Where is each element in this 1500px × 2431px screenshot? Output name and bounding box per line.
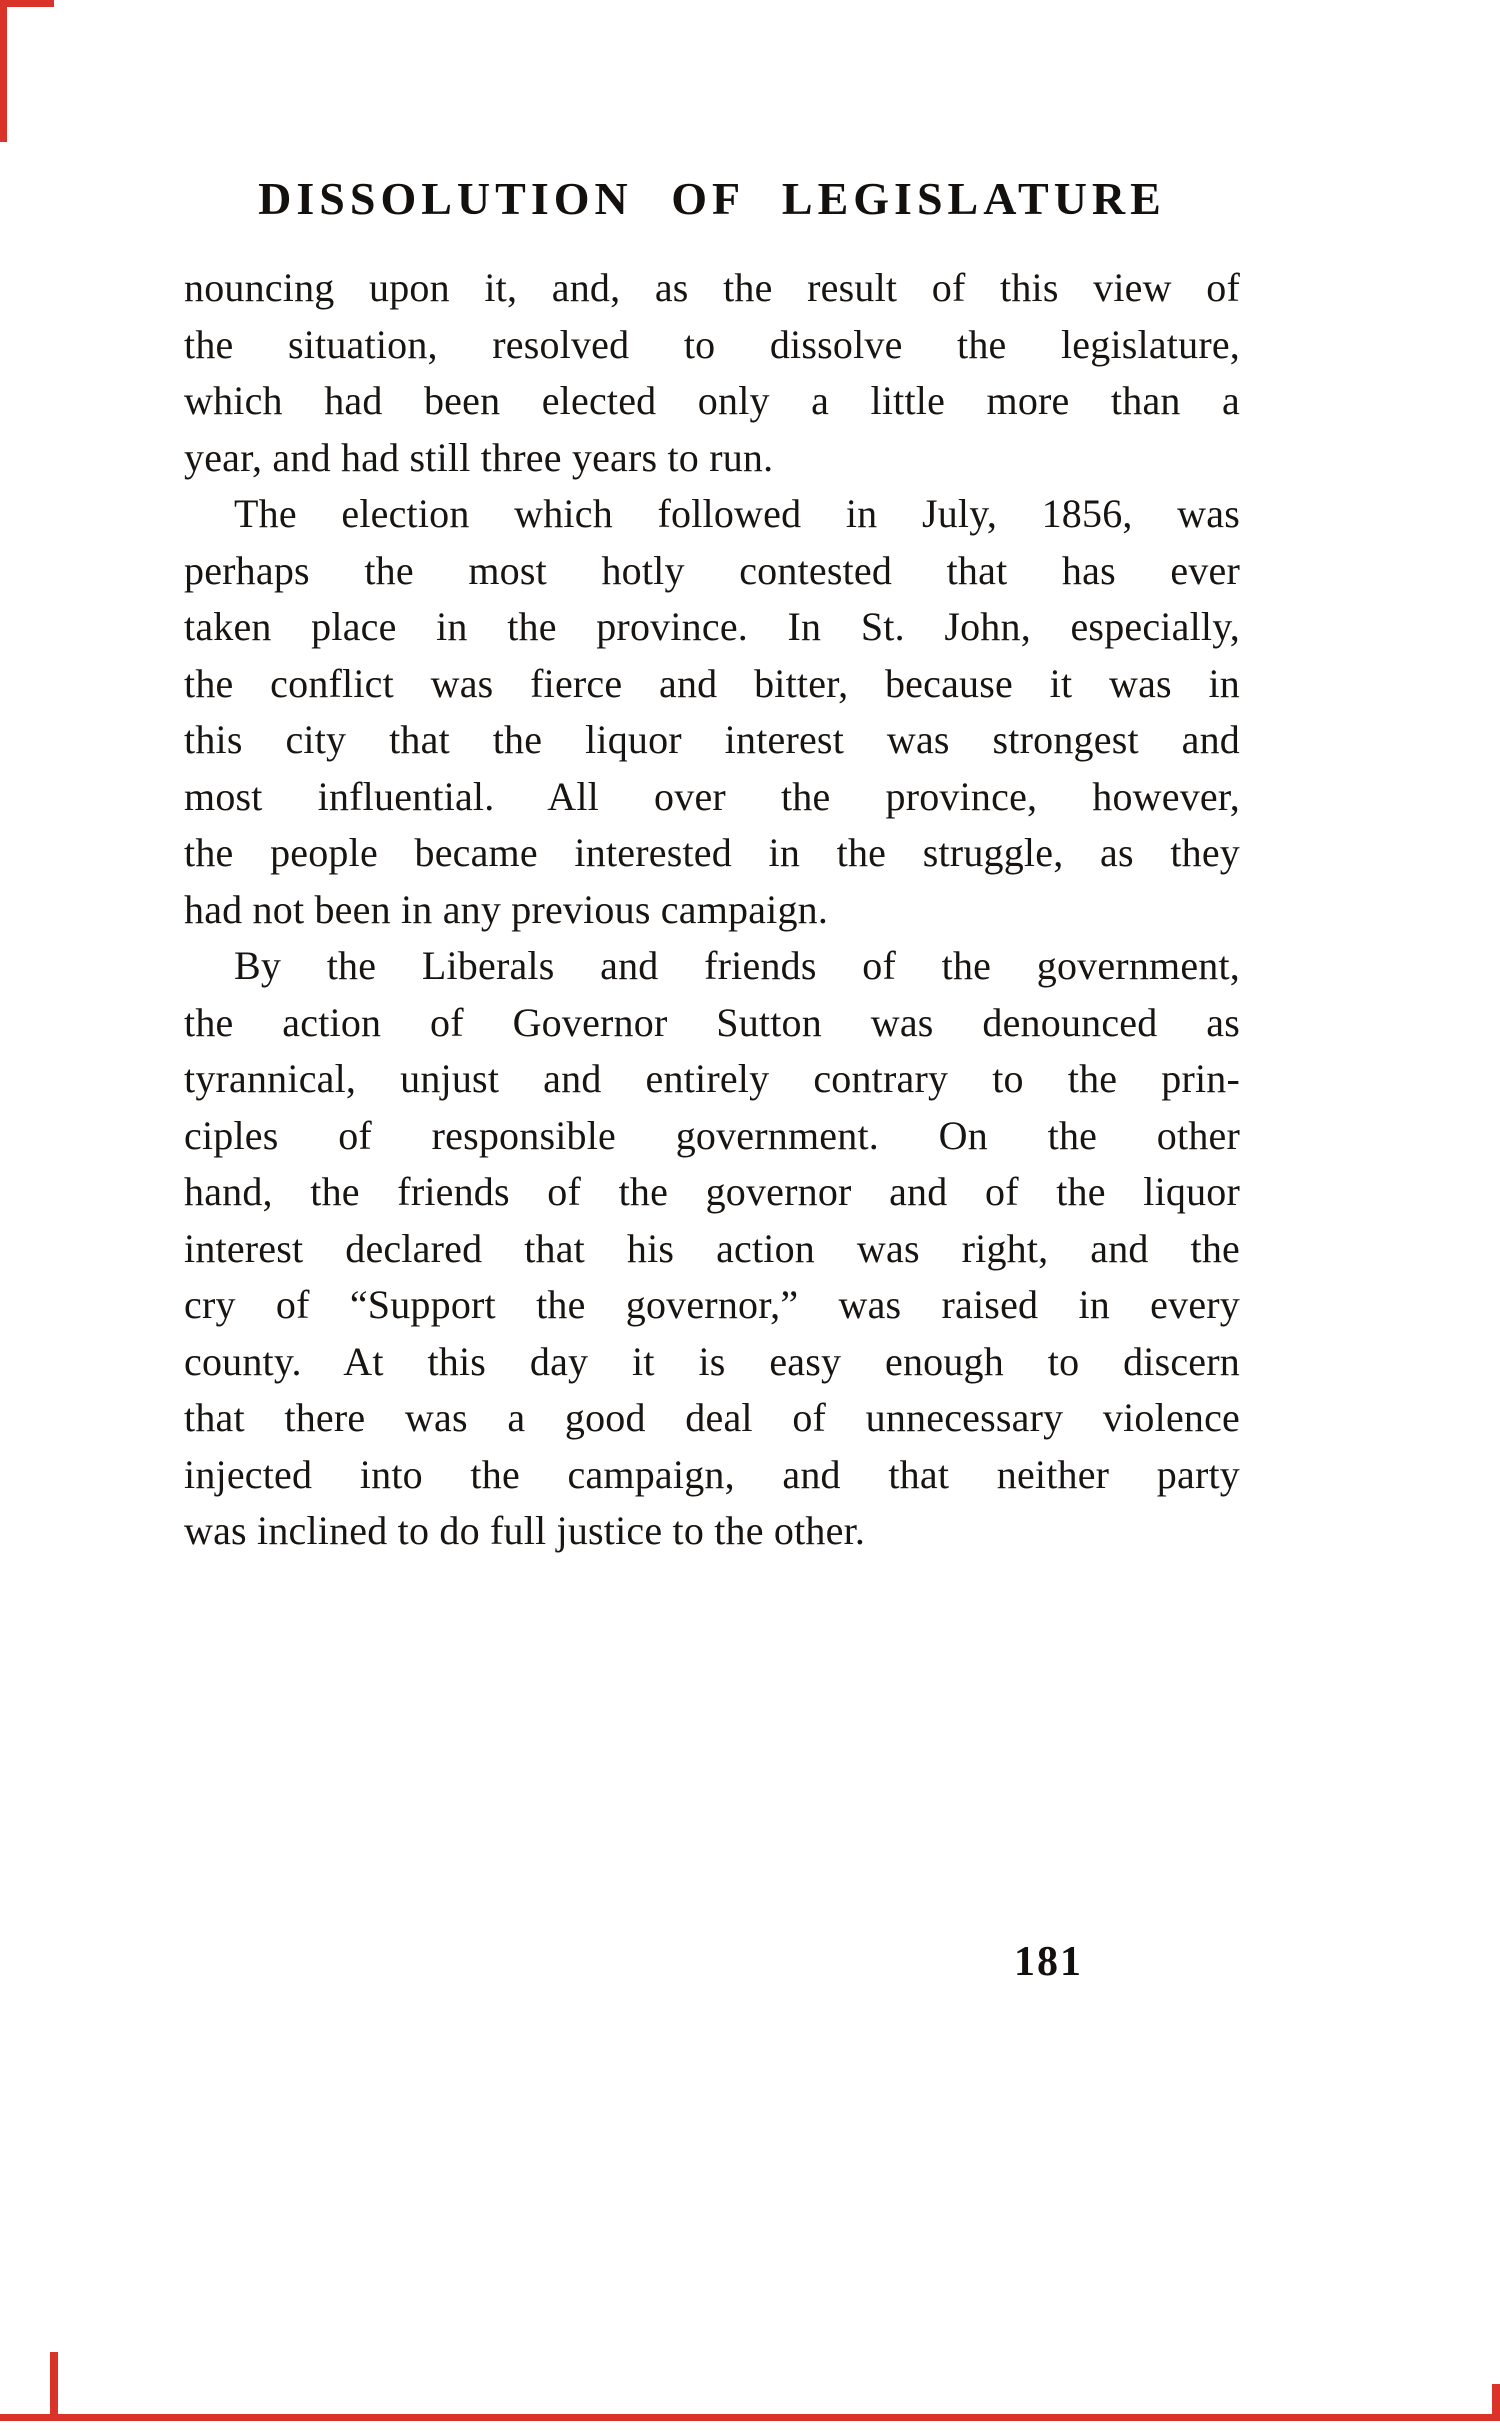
text-line: which had been elected only a little more than a xyxy=(184,378,1240,423)
page-number: 181 xyxy=(1014,1939,1083,1985)
text-line: taken place in the province. In St. John, especially, xyxy=(184,604,1240,649)
red-scan-mark-bottom-left-tick xyxy=(50,2352,58,2421)
red-scan-mark-bottom-edge xyxy=(0,2414,1500,2421)
page-heading: DISSOLUTION OF LEGISLATURE xyxy=(258,173,1166,224)
text-line: most influential. All over the province, however, xyxy=(184,773,1240,819)
text-line: the action of Governor Sutton was denounced as xyxy=(184,999,1240,1045)
text-line: this city that the liquor interest was strongest and xyxy=(184,717,1240,762)
text-line: that there was a good deal of unnecessary violence xyxy=(184,1395,1240,1440)
red-scan-mark-top-left xyxy=(0,0,54,7)
text-line: hand, the friends of the governor and of the liquor xyxy=(184,1169,1240,1214)
text-line: had not been in any previous campaign. xyxy=(184,886,829,932)
text-line: injected into the campaign, and that neither party xyxy=(184,1451,1240,1497)
text-line: the conflict was fierce and bitter, because it was in xyxy=(184,660,1240,706)
text-line: interest declared that his action was right, and the xyxy=(184,1225,1240,1271)
text-line: By the Liberals and friends of the government, xyxy=(234,943,1240,988)
text-line: year, and had still three years to run. xyxy=(184,434,774,480)
text-line: The election which followed in July, 1856, was xyxy=(234,491,1240,536)
text-line: county. At this day it is easy enough to discern xyxy=(184,1338,1240,1384)
red-scan-mark-bottom-right-tick xyxy=(1492,2384,1500,2421)
text-line: ciples of responsible government. On the other xyxy=(184,1112,1240,1158)
text-line: the people became interested in the struggle, as they xyxy=(184,830,1240,875)
red-scan-mark-left-edge xyxy=(0,0,7,142)
text-line: the situation, resolved to dissolve the legislature, xyxy=(184,321,1240,367)
text-line: nouncing upon it, and, as the result of this view of xyxy=(184,265,1240,310)
text-line: was inclined to do full justice to the other. xyxy=(184,1508,866,1553)
text-line: perhaps the most hotly contested that has ever xyxy=(184,547,1240,593)
text-line: cry of “Support the governor,” was raised in every xyxy=(184,1282,1240,1327)
body-text xyxy=(184,260,1240,1560)
text-line: tyrannical, unjust and entirely contrary to the prin- xyxy=(184,1056,1240,1101)
